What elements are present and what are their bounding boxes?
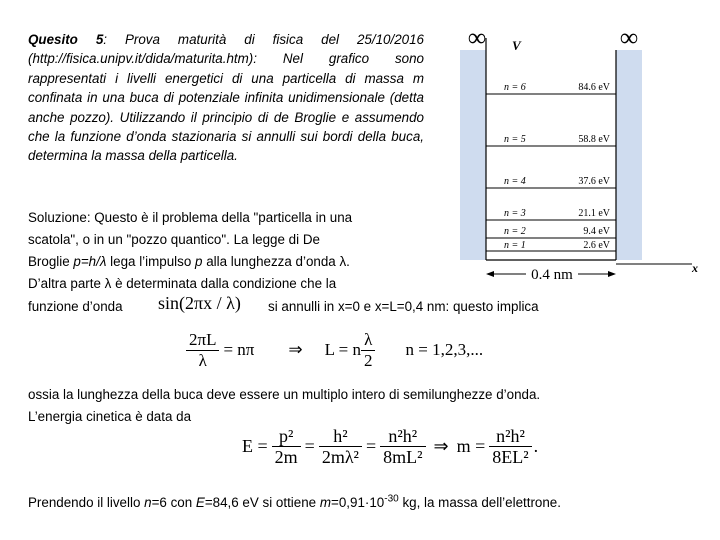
text-run: kg, la massa dell’elettrone. xyxy=(398,495,561,510)
level-n-label: n = 3 xyxy=(504,208,526,219)
text-run: =84,6 eV si ottiene xyxy=(204,495,320,510)
well-width-label: 0.4 nm xyxy=(531,267,573,283)
n-values: n = 1,2,3,... xyxy=(405,340,484,359)
symbol-n: n xyxy=(144,495,152,510)
equation-row-2 xyxy=(242,416,538,476)
fraction-p2-over-2m: $\frac{\text{p²}}{2m}$ xyxy=(272,426,301,467)
level-energy-label: 9.4 eV xyxy=(583,226,610,237)
solution-line-2: scatola", o in un "pozzo quantico". La legge di De xyxy=(28,232,320,247)
symbol-E: E xyxy=(195,495,205,510)
solution-line-3 xyxy=(28,251,350,273)
fraction-2piL-over-lambda: $\frac{2\pi L}{\lambda}$ xyxy=(186,330,219,371)
de-broglie-formula: p=h/λ xyxy=(73,254,107,269)
text-after-2: L’energia cinetica è data da xyxy=(28,409,192,424)
level-energy-label: 2.6 eV xyxy=(583,240,610,251)
fraction-n2h2-over-8mL2: $\frac{\text{n²h²}}{\text{8mL²}}$ xyxy=(380,426,425,467)
level-energy-label: 21.1 eV xyxy=(578,208,610,219)
text-run: Broglie xyxy=(28,254,74,269)
problem-heading: Quesito 5 xyxy=(28,32,104,47)
equals-sign: = xyxy=(304,435,315,456)
eq1b-lhs: L = n xyxy=(324,340,361,359)
implies-arrow: ⇒ xyxy=(288,340,303,359)
text-run: Prendendo il livello xyxy=(28,495,145,510)
fraction-n2h2-over-8EL2: $\frac{\text{n²h²}}{\text{8EL²}}$ xyxy=(489,426,531,467)
infinity-right: ∞ xyxy=(619,23,639,52)
energy-level-diagram xyxy=(430,20,720,290)
eq1-rhs: = nπ xyxy=(223,340,255,359)
level-n-label: n = 1 xyxy=(504,240,526,251)
level-n-label: n = 6 xyxy=(504,82,526,93)
right-wall xyxy=(616,50,642,260)
v-axis-label: V xyxy=(512,38,521,53)
level-n-label: n = 5 xyxy=(504,134,526,145)
text-run: alla lunghezza d’onda λ. xyxy=(202,254,350,269)
implies-arrow: ⇒ xyxy=(433,435,449,456)
wave-function-formula: sin(2πx / λ) xyxy=(158,293,241,313)
mass-lhs: m = xyxy=(456,435,486,456)
text-run: lega l’impulso xyxy=(106,254,196,269)
text-after-1: ossia la lunghezza della buca deve essere un multiplo intero di semilunghezze d’onda. xyxy=(28,387,541,402)
energy-lhs: E = xyxy=(242,435,268,456)
equals-sign: = xyxy=(365,435,377,456)
left-wall xyxy=(460,50,486,260)
infinity-left: ∞ xyxy=(467,23,487,52)
fraction-h2-over-2mlambda2: $\frac{\text{h²}}{\text{2mλ²}}$ xyxy=(319,426,362,467)
level-n-label: n = 4 xyxy=(504,176,526,187)
problem-text: : Prova maturità di fisica del 25/10/2016 (http://fisica.unipv.it/dida/maturita.htm): Nel grafico sono rappresentati i livelli energetici di una particella di massa m confinata in una buca di potenziale infinita unidimensionale (detta anche pozzo). Utilizzando il principio di de Broglie e assumendo che la funzione d’onda stazionaria si annulli sui bordi della buca, determina la massa della particella. xyxy=(28,32,424,164)
solution-line-1: Soluzione: Questo è il problema della "particella in una xyxy=(28,210,353,225)
x-axis-label: x xyxy=(692,261,698,275)
symbol-m: m xyxy=(319,495,332,510)
solution-line-4: D’altra parte λ è determinata dalla condizione che la xyxy=(28,276,337,291)
solution-line-5b: si annulli in x=0 e x=L=0,4 nm: questo implica xyxy=(268,299,539,314)
period: . xyxy=(533,435,539,456)
level-energy-label: 84.6 eV xyxy=(578,82,610,93)
text-run: =0,91·10 xyxy=(331,495,385,510)
level-n-label: n = 2 xyxy=(504,226,526,237)
text-run: =6 con xyxy=(151,495,196,510)
solution-line-5a: funzione d’onda xyxy=(28,299,123,314)
levels-group xyxy=(486,82,616,251)
final-result-line xyxy=(28,492,561,514)
problem-statement xyxy=(28,30,424,166)
level-energy-label: 37.6 eV xyxy=(578,176,610,187)
fraction-lambda-over-2: $\frac{\lambda}{2}$ xyxy=(361,330,376,371)
momentum-symbol: p xyxy=(195,254,203,269)
equation-row-1 xyxy=(186,326,483,374)
width-arrow-right-head xyxy=(608,271,616,277)
exponent: -30 xyxy=(384,493,399,505)
level-energy-label: 58.8 eV xyxy=(578,134,610,145)
